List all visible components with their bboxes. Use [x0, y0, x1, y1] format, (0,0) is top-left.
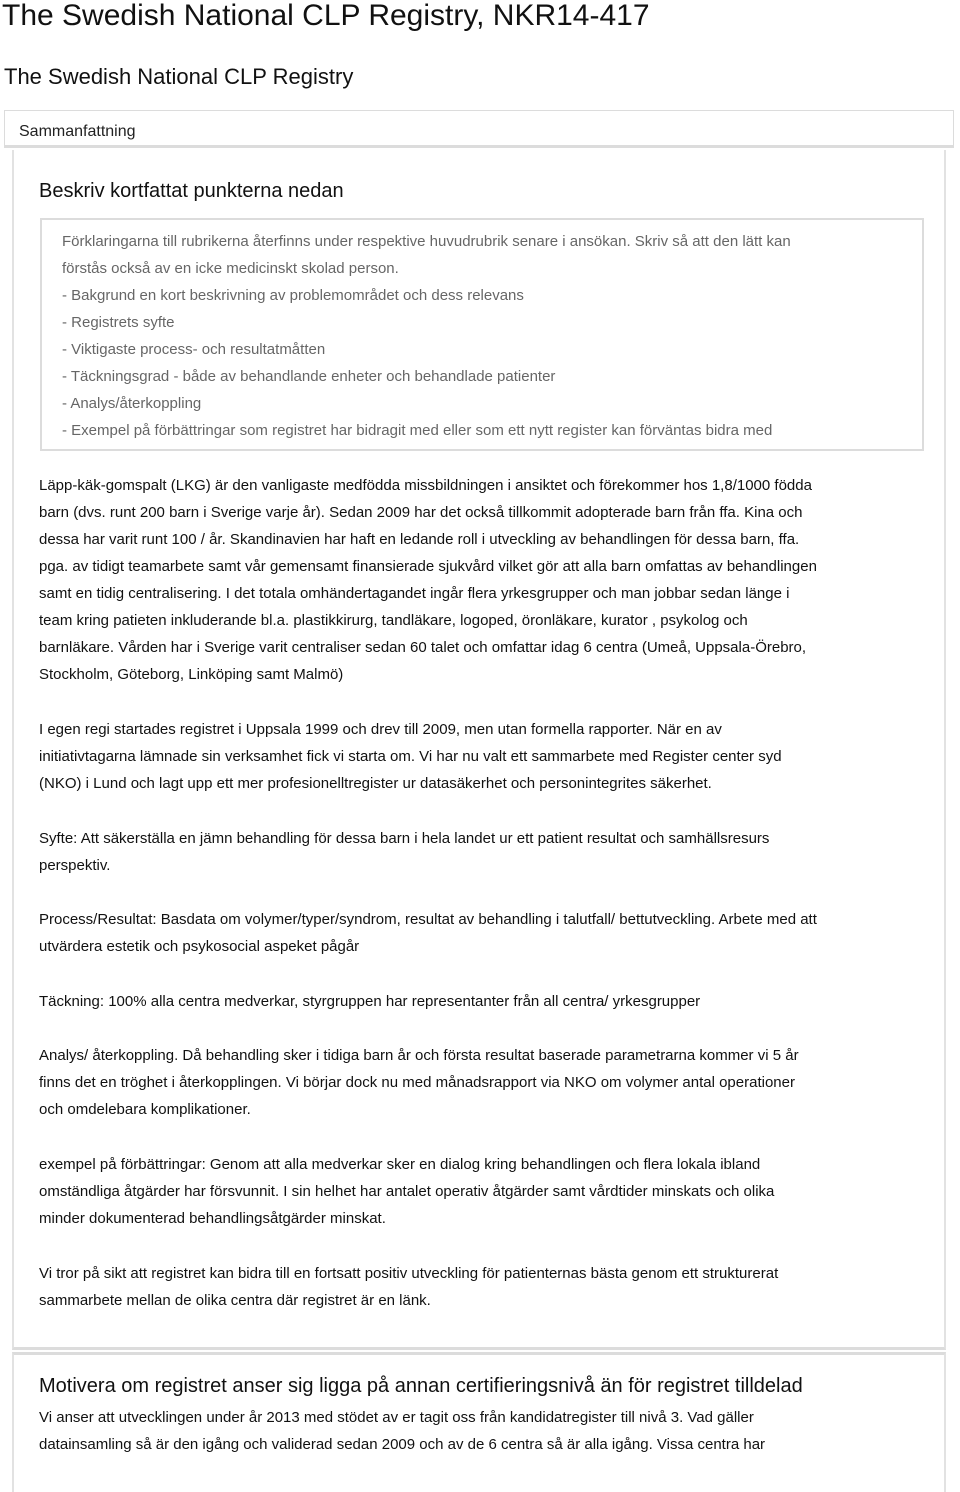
answer-line: sammarbete mellan de olika centra där registret är en länk. — [39, 1292, 431, 1309]
help-line: - Analys/återkoppling — [62, 395, 202, 412]
answer-line: Vi tror på sikt att registret kan bidra till en fortsatt positiv utveckling för patienternas bästa genom ett strukturerat — [39, 1265, 779, 1282]
help-line: - Registrets syfte — [62, 314, 175, 331]
document-subtitle: The Swedish National CLP Registry — [4, 64, 354, 89]
answer-line: omständliga åtgärder har försvunnit. I sin helhet har antalet operativ åtgärder samt vårdtider minskats och olika — [39, 1183, 775, 1200]
answer-line: samt en tidig centralisering. I det totala omhändertagandet ingår flera yrkesgrupper och man jobbar sedan länge i — [39, 585, 790, 602]
help-line: - Bakgrund en kort beskrivning av problemområdet och dess relevans — [62, 287, 524, 304]
answer-line: exempel på förbättringar: Genom att alla medverkar sker en dialog kring behandlingen och flera lokala ibland — [39, 1156, 761, 1173]
answer-line: Analys/ återkoppling. Då behandling sker i tidiga barn år och första resultat baserade parametrarna kommer vi 5 år — [39, 1047, 799, 1064]
help-line: - Viktigaste process- och resultatmåtten — [62, 341, 326, 358]
answer-line: barn (dvs. runt 200 barn i Sverige varje år). Sedan 2009 har det också tillkommit adopterade barn från ffa. Kina och — [39, 504, 803, 521]
answer-line: Täckning: 100% alla centra medverkar, styrgruppen har representanter från all centra/ yrkesgrupper — [39, 993, 701, 1010]
answer-line: datainsamling så är den igång och validerad sedan 2009 och av de 6 centra så är alla igång. Vissa centra har — [39, 1436, 766, 1453]
answer-line: minder dokumenterad behandlingsåtgärder minskat. — [39, 1210, 386, 1227]
help-line: - Täckningsgrad - både av behandlande enheter och behandlade patienter — [62, 368, 556, 385]
answer-line: dessa har varit runt 100 / år. Skandinavien har haft en ledande roll i utveckling av behandlingen för dessa barn, ffa. — [39, 531, 800, 548]
answer-line: Syfte: Att säkerställa en jämn behandling för dessa barn i hela landet ur ett patient resultat och samhällsresurs — [39, 830, 770, 847]
document-title: The Swedish National CLP Registry, NKR14-417 — [2, 0, 650, 32]
answer-paragraph-coverage — [39, 988, 700, 1015]
answer-line: Process/Resultat: Basdata om volymer/typer/syndrom, resultat av behandling i talutfall/ bettutveckling. Arbete med att — [39, 911, 817, 928]
answer-line: I egen regi startades registret i Uppsala 1999 och drev till 2009, men utan formella rapporter. När en av — [39, 721, 722, 738]
answer-paragraph-process — [39, 906, 817, 960]
summary-question-heading: Beskriv kortfattat punkterna nedan — [39, 180, 344, 202]
section-header-label: Sammanfattning — [19, 123, 136, 140]
answer-line: Stockholm, Göteborg, Linköping samt Malmö) — [39, 666, 344, 683]
help-line: - Exempel på förbättringar som registret har bidragit med eller som ett nytt register kan förväntas bidra med — [62, 422, 773, 439]
certification-answer — [39, 1404, 765, 1458]
answer-line: utvärdera estetik och psykosocial aspeket pågår — [39, 938, 360, 955]
answer-paragraph-background — [39, 472, 817, 688]
summary-help-box — [40, 218, 924, 451]
answer-line: Vi anser att utvecklingen under år 2013 med stödet av er tagit oss från kandidatregister till nivå 3. Vad gäller — [39, 1409, 754, 1426]
help-line: förstås också av en icke medicinskt skolad person. — [62, 260, 399, 277]
answer-line: pga. av tidigt teamarbete samt vår gemensamt finansierade sjukvård vilket gör att alla barn omfattas av behandlingen — [39, 558, 817, 575]
answer-line: team kring patieten inkluderande bl.a. plastikkirurg, tandläkare, logoped, öronläkare, kurator , psykolog och — [39, 612, 748, 629]
answer-line: (NKO) i Lund och lagt upp ett mer profesionelltregister ur datasäkerhet och personintegrites säkerhet. — [39, 775, 712, 792]
answer-line: och omdelebara komplikationer. — [39, 1101, 251, 1118]
answer-line: perspektiv. — [39, 857, 111, 874]
answer-paragraph-history — [39, 716, 782, 797]
answer-paragraph-improvements — [39, 1151, 774, 1232]
answer-paragraph-outlook — [39, 1260, 778, 1314]
answer-line: finns det en tröghet i återkopplingen. Vi börjar dock nu med månadsrapport via NKO om volymer antal operationer — [39, 1074, 795, 1091]
answer-line: barnläkare. Vården har i Sverige varit centraliser sedan 60 talet och omfattar idag 6 centra (Umeå, Uppsala-Örebro, — [39, 639, 807, 656]
answer-paragraph-analysis — [39, 1042, 799, 1123]
section-header-sammanfattning — [4, 110, 954, 148]
answer-paragraph-purpose — [39, 825, 769, 879]
certification-question-heading: Motivera om registret anser sig ligga på annan certifieringsnivå än för registret tilldelad — [39, 1375, 803, 1397]
help-line: Förklaringarna till rubrikerna återfinns under respektive huvudrubrik senare i ansökan. Skriv så att den lätt kan — [62, 233, 791, 250]
answer-line: Läpp-käk-gomspalt (LKG) är den vanligaste medfödda missbildningen i ansiktet och förekommer hos 1,8/1000 födda — [39, 477, 812, 494]
answer-line: initiativtagarna lämnade sin verksamhet fick vi starta om. Vi har nu valt ett sammarbete med Register center syd — [39, 748, 782, 765]
